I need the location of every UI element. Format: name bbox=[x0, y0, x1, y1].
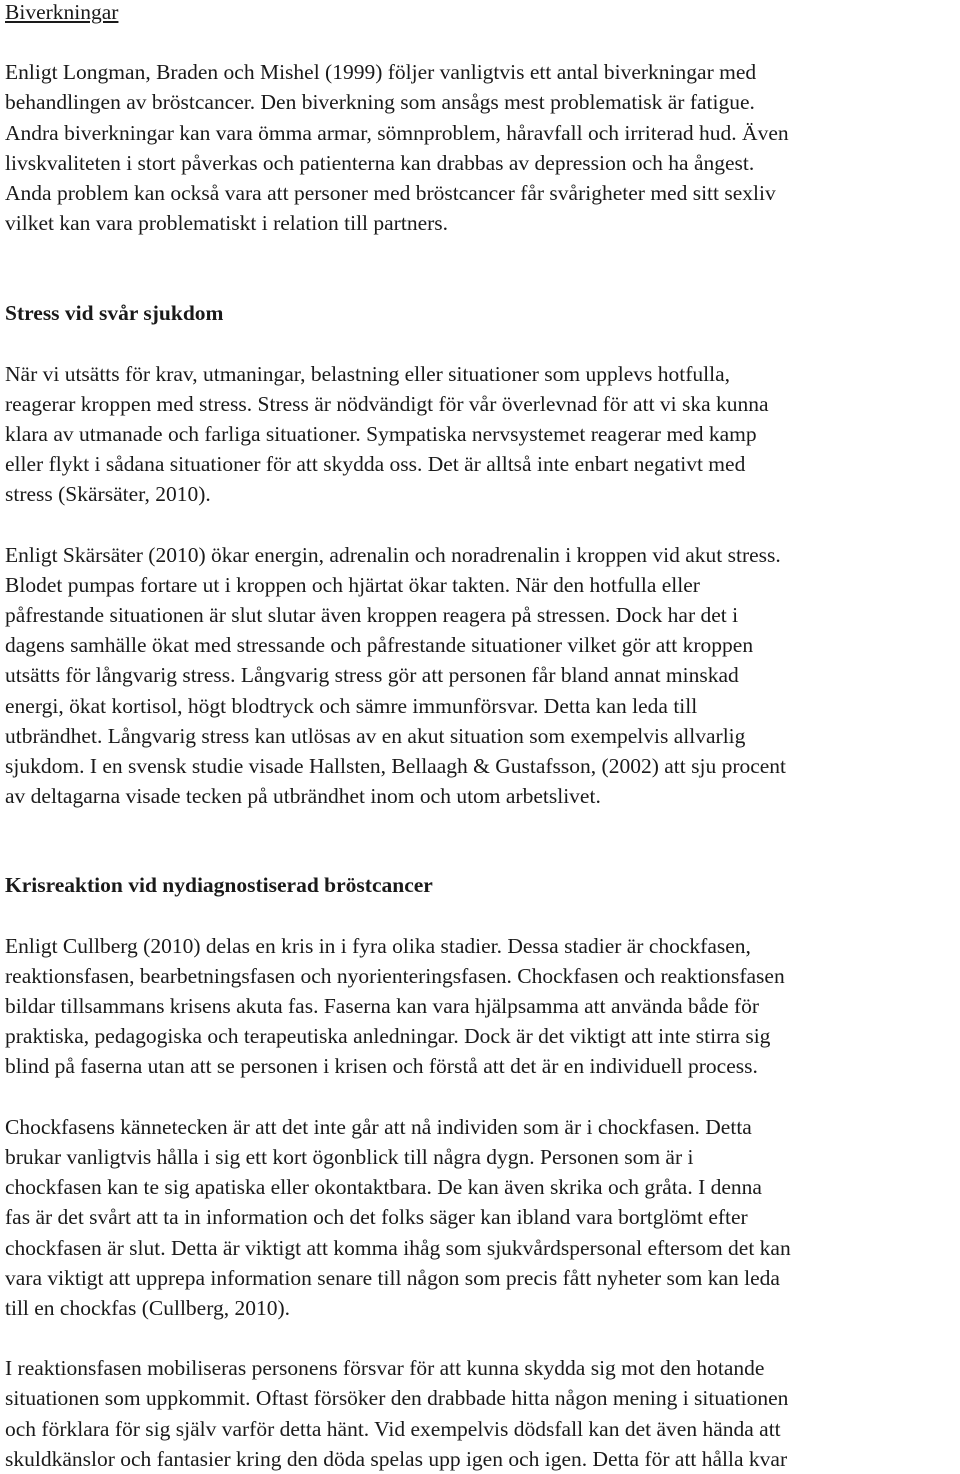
text-line: livskvaliteten i stort påverkas och patienterna kan drabbas av depression och ha ångest. bbox=[5, 150, 755, 175]
text-line: chockfasen kan te sig apatiska eller okontaktbara. De kan även skrika och gråta. I denna bbox=[5, 1175, 762, 1200]
text-line: skuldkänslor och fantasier kring den döda spelas upp igen och igen. Detta för att hålla kvar bbox=[5, 1446, 788, 1471]
text-line: behandlingen av bröstcancer. Den biverkning som ansågs mest problematisk är fatigue. bbox=[5, 90, 755, 115]
text-line: av deltagarna visade tecken på utbrändhet inom och utom arbetslivet. bbox=[5, 784, 601, 809]
text-line: I reaktionsfasen mobiliseras personens försvar för att kunna skydda sig mot den hotande bbox=[5, 1356, 765, 1381]
spacer bbox=[5, 1323, 960, 1353]
text-line: och förklara för sig själv varför detta hänt. Vid exempelvis dödsfall kan det även hända att bbox=[5, 1416, 781, 1441]
section-heading-krisreaktion: Krisreaktion vid nydiagnostiserad bröstcancer bbox=[5, 873, 433, 898]
text-line: till en chockfas (Cullberg, 2010). bbox=[5, 1295, 291, 1320]
text-line: stress (Skärsäter, 2010). bbox=[5, 482, 211, 507]
paragraph-kris-1 bbox=[5, 931, 960, 1082]
text-line: bildar tillsammans krisens akuta fas. Faserna kan vara hjälpsamma att använda både för bbox=[5, 994, 760, 1019]
paragraph-stress-2 bbox=[5, 540, 960, 812]
text-line: brukar vanligtvis hålla i sig ett kort ögonblick till några dygn. Personen som är i bbox=[5, 1144, 694, 1169]
text-line: vilket kan vara problematiskt i relation till partners. bbox=[5, 211, 449, 236]
text-line: Chockfasens kännetecken är att det inte går att nå individen som är i chockfasen. Detta bbox=[5, 1114, 752, 1139]
text-line: blind på faserna utan att se personen i krisen och förstå att det är en individuell process. bbox=[5, 1054, 758, 1079]
paragraph-stress-1 bbox=[5, 359, 960, 510]
text-line: chockfasen är slut. Detta är viktigt att komma ihåg som sjukvårdspersonal eftersom det kan bbox=[5, 1235, 791, 1260]
text-line: energi, ökat kortisol, högt blodtryck och sämre immunförsvar. Detta kan leda till bbox=[5, 693, 698, 718]
section-heading-stress: Stress vid svår sjukdom bbox=[5, 301, 224, 326]
text-line: fas är det svårt att ta in information och det folks säger kan ibland vara bortglömt efter bbox=[5, 1205, 748, 1230]
spacer bbox=[5, 510, 960, 540]
spacer bbox=[5, 1082, 960, 1112]
text-line: Blodet pumpas fortare ut i kroppen och hjärtat ökar takten. När den hotfulla eller bbox=[5, 572, 700, 597]
text-line: utbrändhet. Långvarig stress kan utlösas av en akut situation som exempelvis allvarlig bbox=[5, 723, 746, 748]
paragraph-kris-2 bbox=[5, 1112, 960, 1323]
text-line: utsätts för långvarig stress. Långvarig stress gör att personen får bland annat minskad bbox=[5, 663, 739, 688]
text-line: eller flykt i sådana situationer för att skydda oss. Det är alltså inte enbart negativt med bbox=[5, 452, 746, 477]
text-line: Enligt Cullberg (2010) delas en kris in i fyra olika stadier. Dessa stadier är chockfasen, bbox=[5, 933, 751, 958]
text-line: Andra biverkningar kan vara ömma armar, sömnproblem, håravfall och irriterad hud. Även bbox=[5, 120, 789, 145]
text-line: Enligt Skärsäter (2010) ökar energin, adrenalin och noradrenalin i kroppen vid akut stress. bbox=[5, 542, 781, 567]
text-line: Enligt Longman, Braden och Mishel (1999) följer vanligtvis ett antal biverkningar med bbox=[5, 60, 757, 85]
text-line: sjukdom. I en svensk studie visade Hallsten, Bellaagh & Gustafsson, (2002) att sju procent bbox=[5, 754, 787, 779]
spacer bbox=[5, 238, 960, 298]
spacer bbox=[5, 329, 960, 359]
section-heading-biverkningar: Biverkningar bbox=[5, 0, 119, 24]
spacer bbox=[5, 27, 960, 57]
spacer bbox=[5, 901, 960, 931]
text-line: Anda problem kan också vara att personer med bröstcancer får svårigheter med sitt sexliv bbox=[5, 181, 776, 206]
text-line: klara av utmanade och farliga situationer. Sympatiska nervsystemet reagerar med kamp bbox=[5, 422, 757, 447]
spacer bbox=[5, 811, 960, 870]
text-line: dagens samhälle ökat med stressande och påfrestande situationer vilket gör att kroppen bbox=[5, 633, 754, 658]
text-line: vara viktigt att upprepa information senare till någon som precis fått nyheter som kan leda bbox=[5, 1265, 780, 1290]
text-line: När vi utsätts för krav, utmaningar, belastning eller situationer som upplevs hotfulla, bbox=[5, 361, 730, 386]
text-line: situationen som uppkommit. Oftast försöker den drabbade hitta någon mening i situationen bbox=[5, 1386, 789, 1411]
text-line: praktiska, pedagogiska och terapeutiska anledningar. Dock är det viktigt att inte stirra sig bbox=[5, 1024, 771, 1049]
document-page bbox=[5, 0, 960, 1474]
paragraph-biverkningar bbox=[5, 57, 960, 238]
text-line: reaktionsfasen, bearbetningsfasen och nyorienteringsfasen. Chockfasen och reaktionsfasen bbox=[5, 963, 785, 988]
text-line: påfrestande situationen är slut slutar även kroppen reagera på stressen. Dock har det i bbox=[5, 603, 739, 628]
text-line: reagerar kroppen med stress. Stress är nödvändigt för vår överlevnad för att vi ska kunna bbox=[5, 391, 769, 416]
paragraph-kris-3 bbox=[5, 1353, 960, 1474]
